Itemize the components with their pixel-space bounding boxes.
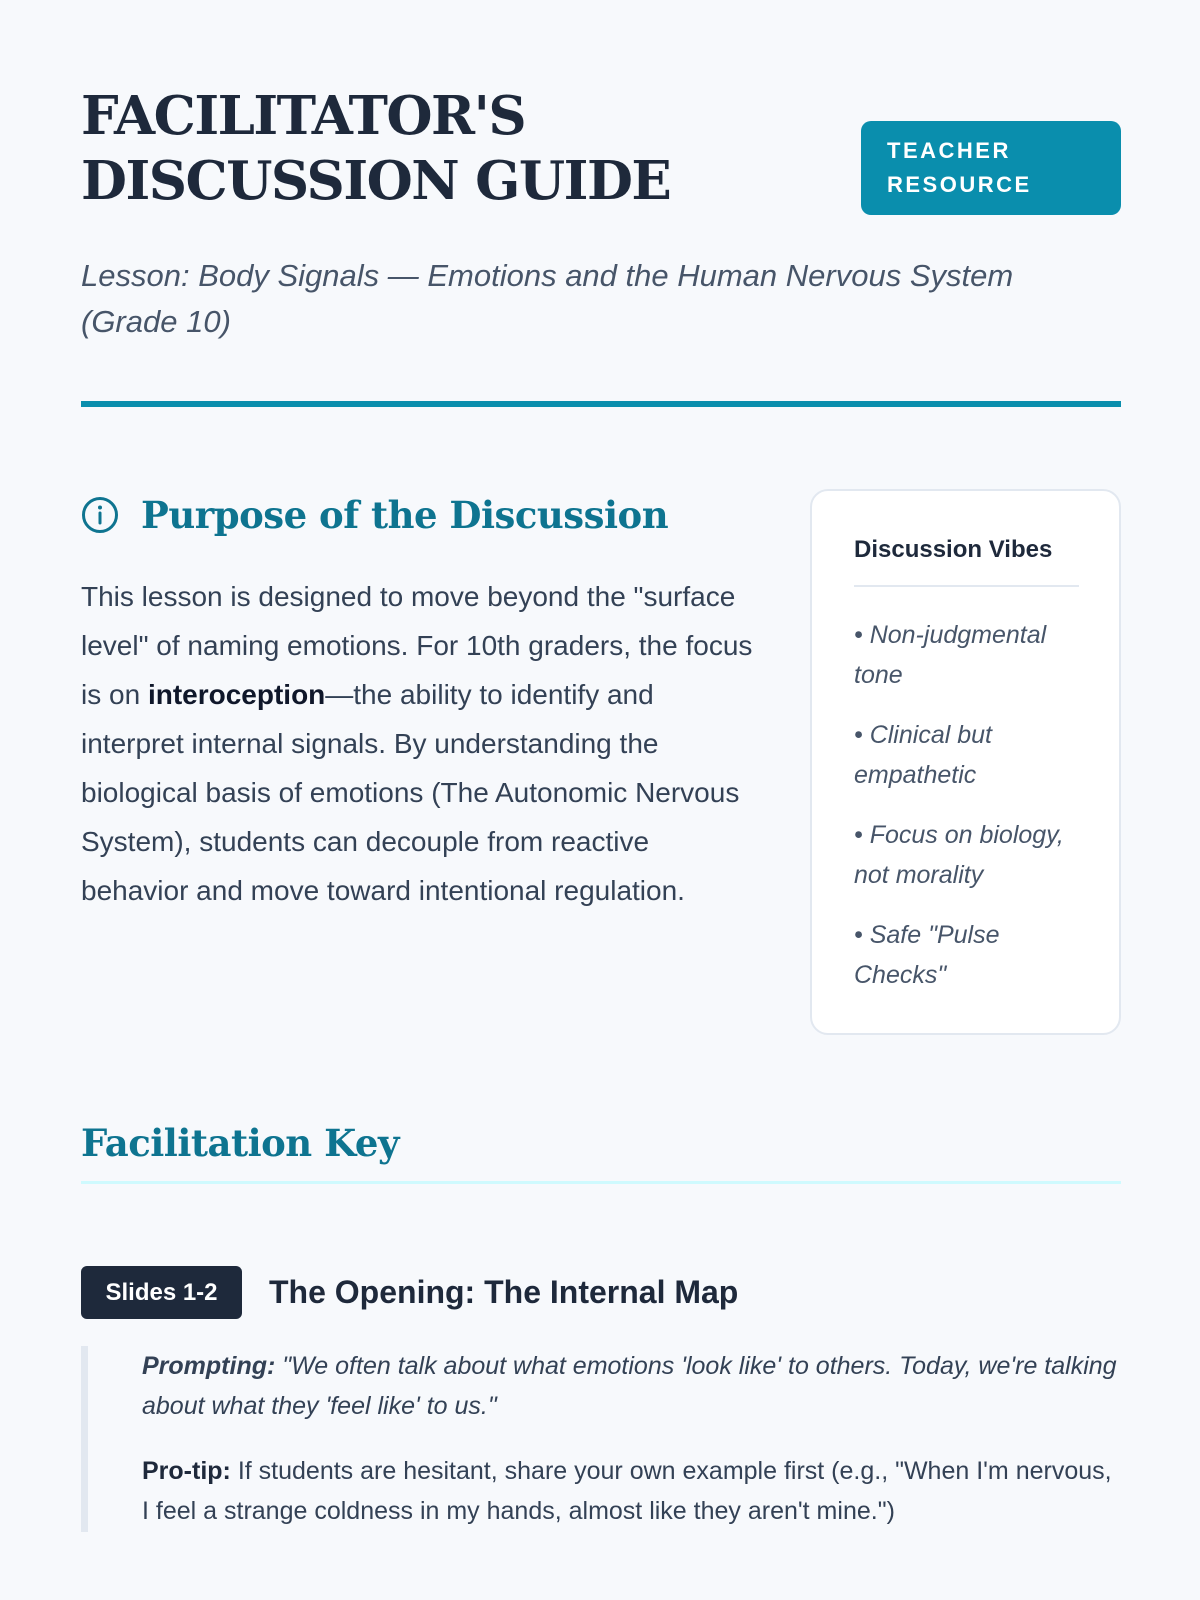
facilitation-key-divider	[81, 1181, 1121, 1184]
page-title	[81, 84, 781, 214]
purpose-heading	[81, 487, 761, 543]
header-divider	[81, 401, 1121, 407]
discussion-guide-page	[81, 0, 1121, 1600]
prompting-note	[142, 1346, 1121, 1426]
vibes-item: • Clinical but empathetic	[854, 721, 992, 789]
facilitation-key-title: Facilitation Key	[81, 1121, 399, 1165]
prompting-text: "We often talk about what emotions 'look like' to others. Today, we're talking about what they 'feel like' to us."	[142, 1352, 1117, 1420]
vibes-list	[854, 615, 1079, 995]
badge-line-1: TEACHER	[887, 138, 1011, 163]
slide-section-title: The Opening: The Internal Map	[269, 1274, 739, 1310]
purpose-section	[81, 487, 761, 915]
guide-header	[81, 84, 1121, 224]
lesson-subtitle: Lesson: Body Signals — Emotions and the Human Nervous System (Grade 10)	[81, 258, 1014, 339]
teacher-resource-badge	[861, 121, 1121, 215]
purpose-title: Purpose of the Discussion	[141, 493, 669, 537]
slide-section-heading	[81, 1266, 738, 1319]
protip-note	[142, 1451, 1121, 1531]
vibes-item: • Safe "Pulse Checks"	[854, 921, 1000, 989]
badge-line-2: RESOURCE	[887, 172, 1032, 197]
purpose-body-text-2: —the ability to identify and interpret internal signals. By understanding the biological basis of emotions (The Autonomic Nervous System), students can decouple from reactive behavior and move toward intentional regulation.	[81, 679, 740, 906]
vibes-item: • Focus on biology, not morality	[854, 821, 1064, 889]
prompting-label: Prompting:	[142, 1352, 276, 1380]
protip-text: If students are hesitant, share your own example first (e.g., "When I'm nervous, I feel a strange coldness in my hands, almost like they aren't mine.")	[142, 1457, 1112, 1525]
facilitation-notes	[81, 1346, 1121, 1532]
slides-tag: Slides 1-2	[81, 1266, 242, 1319]
title-line-1: FACILITATOR'S	[81, 85, 526, 147]
protip-label: Pro-tip:	[142, 1457, 231, 1485]
discussion-vibes-card	[810, 489, 1121, 1035]
vibes-title: Discussion Vibes	[854, 536, 1053, 563]
vibes-item: • Non-judgmental tone	[854, 621, 1047, 689]
purpose-body-keyword: interoception	[147, 679, 326, 710]
vibes-divider	[854, 585, 1079, 587]
purpose-body	[81, 572, 761, 915]
info-icon	[81, 496, 119, 534]
title-line-2: DISCUSSION GUIDE	[81, 150, 671, 212]
purpose-body-text-1: This lesson is designed to move beyond the "surface level" of naming emotions. For 10th graders, the focus is on	[81, 581, 753, 710]
